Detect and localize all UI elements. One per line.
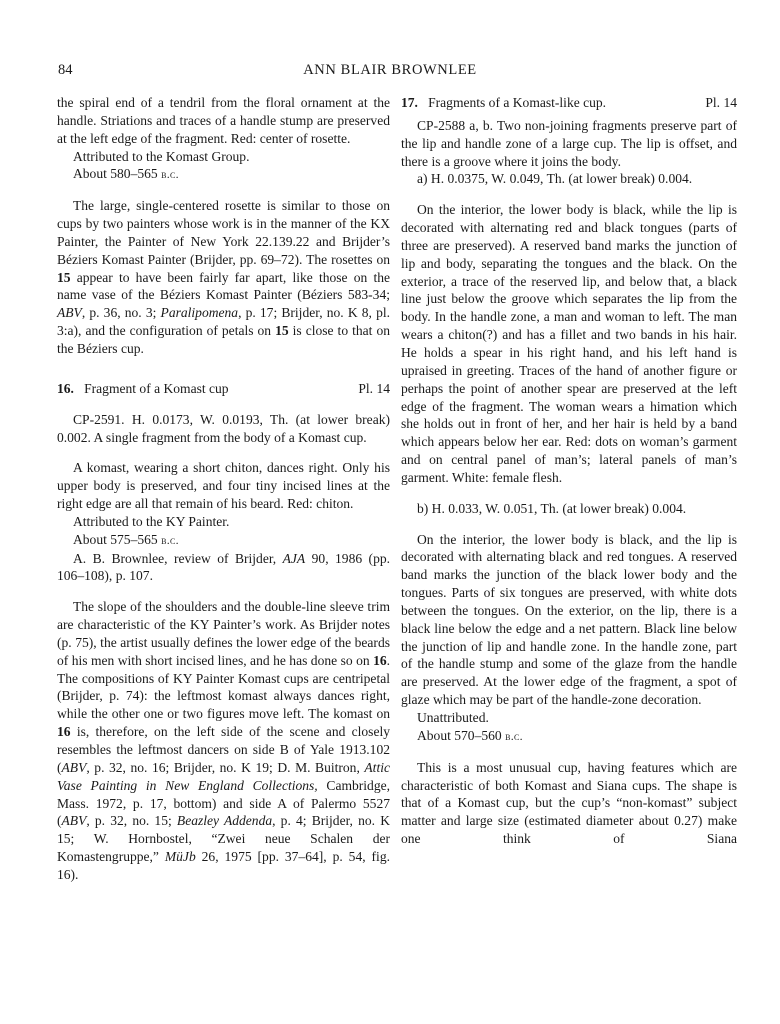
beazley-addenda-citation: Beazley Addenda xyxy=(176,813,273,829)
bc-label: b.c. xyxy=(505,728,523,743)
entry16-plate: Pl. 14 xyxy=(358,380,390,396)
entry16-number: 16. xyxy=(57,380,74,396)
aja-citation: AJA xyxy=(282,550,306,566)
text-run: , p. 32, no. 15; xyxy=(86,813,177,829)
entry16-bibliography xyxy=(57,550,390,586)
entry17-attribution: Unattributed. xyxy=(417,710,489,725)
text-run: The large, single-centered rosette is similar to those on cups by two painters whose work is in the manner of the KX Painter, the Painter of New York 22.139.22 and Brijder’s Béziers Komast Painter (Brijder, pp. 69–72). The rosettes on xyxy=(57,198,390,267)
entry17-title: Fragments of a Komast-like cup. xyxy=(428,95,607,110)
running-header xyxy=(0,60,780,80)
entry17-description: CP-2588 a, b. Two non-joining fragments preserve part of the lip and handle zone of a large cup. The lip is offset, and there is a groove where it joins the body. xyxy=(401,117,737,169)
entry15-attribution: Attributed to the Komast Group. xyxy=(73,148,250,164)
text-run: Cambridge, Mass. 1972, p. 17, bottom) and side A of Palermo 5527 ( xyxy=(57,777,390,829)
right-column xyxy=(401,94,737,848)
text-run: . The compositions of KY Painter Komast cups are centripetal (Brijder, p. 74): the leftmost komast always dances right, while the other one or two figures move left. The komast on xyxy=(57,652,390,722)
text-run: is, therefore, on the left side of the scene and closely resembles the leftmost dancers on side B of Yale 1913.102 ( xyxy=(57,724,390,775)
bc-label: b.c. xyxy=(161,167,179,182)
text-run: 26, 1975 [pp. 37–64], p. 54, fig. 16). xyxy=(57,849,390,882)
entry16-attribution: Attributed to the KY Painter. xyxy=(73,513,230,529)
fragment-b-description: On the interior, the lower body is black, and the lip is decorated with alternating black and red tongues. A reserved band marks the junction of the black lower body and the tongues. Parts of six tongues are preserved, with white dots between the tongues. On the exterior, on the lip, there is a black line below the edge and a net pattern. Black line below the junction of lip and handle zone. In the handle zone, part of the handle stump and some of the glaze from the handle are preserved. At the lower edge of the fragment, a spot of glaze which may be part of the handle-zone decoration. xyxy=(401,531,737,708)
text-run: A. B. Brownlee, review of Brijder, xyxy=(73,550,283,566)
entry15-discussion xyxy=(57,197,390,358)
text-run: , p. 32, no. 16; Brijder, no. K 19; D. M. Buitron, xyxy=(86,759,365,775)
entry17-plate: Pl. 14 xyxy=(705,95,737,110)
entry15-date-text: About 580–565 xyxy=(73,166,158,182)
running-title: ANN BLAIR BROWNLEE xyxy=(303,62,477,78)
mujb-citation: MüJb xyxy=(164,849,196,865)
entry16-date-text: About 575–565 xyxy=(73,531,158,547)
text-run: appear to have been fairly far apart, like those on the name vase of the Béziers Komast Painter (Béziers 583-34; xyxy=(57,269,390,303)
abv-citation: ABV xyxy=(61,813,87,829)
text-run: The slope of the shoulders and the double-line sleeve trim are characteristic of the KY Painter’s work. As Brijder notes (p. 75), the artist usually defines the lower edge of the beards of his men with short incised lines, and he has done so on xyxy=(57,599,390,668)
attic-vase-citation: Attic Vase Painting in New England Collections, xyxy=(57,759,390,793)
entry16-description: CP-2591. H. 0.0173, W. 0.0193, Th. (at lower break) 0.002. A single fragment from the body of a Komast cup. xyxy=(57,411,390,445)
bc-label: b.c. xyxy=(161,532,179,547)
catalogue-ref-15: 15 xyxy=(275,323,289,339)
entry15-continuation-paragraph: the spiral end of a tendril from the floral ornament at the handle. Striations and traces of a handle stump are preserved at the left edge of the fragment. Red: center of rosette. xyxy=(57,95,390,146)
entry17-date-text: About 570–560 xyxy=(417,727,502,743)
text-run: is close to that on the Béziers cup. xyxy=(57,323,390,356)
page-number: 84 xyxy=(58,62,73,78)
abv-citation: ABV xyxy=(61,759,87,775)
entry16-discussion xyxy=(57,598,390,884)
catalogue-ref-16: 16 xyxy=(57,724,71,740)
fragment-b-dimensions: b) H. 0.033, W. 0.051, Th. (at lower break) 0.004. xyxy=(417,500,687,516)
entry17-number: 17. xyxy=(401,95,418,110)
catalogue-ref-15: 15 xyxy=(57,269,71,285)
text-run: , p. 36, no. 3; xyxy=(81,305,161,321)
entry16-date xyxy=(57,531,390,550)
text-run: , p. 4; Brijder, no. K 15; W. Hornbostel, “Zwei neue Schalen der Komastengruppe,” xyxy=(57,813,390,865)
entry17-title-group xyxy=(401,94,606,112)
left-column xyxy=(57,94,390,884)
catalogue-ref-16: 16 xyxy=(373,652,387,668)
entry16-figure-description: A komast, wearing a short chiton, dances right. Only his upper body is preserved, and four tiny incised lines at the right edge are all that remain of his beard. Red: chiton. xyxy=(57,460,390,512)
entry15-date xyxy=(57,165,390,184)
entry16-title: Fragment of a Komast cup xyxy=(84,380,229,396)
entry17-discussion: This is a most unusual cup, having features which are characteristic of both Komast and Siana cups. The shape is that of a Komast cup, but the cup’s “non-komast” subject matter and large size (estimated diameter about 0.27) make one think of Siana xyxy=(401,759,737,847)
abv-citation: ABV xyxy=(57,305,82,321)
text-run: 90, 1986 (pp. 106–108), p. 107. xyxy=(57,550,391,584)
entry17-date xyxy=(401,727,737,746)
fragment-a-description: On the interior, the lower body is black, while the lip is decorated with alternating red and black tongues (parts of three are preserved). A reserved band marks the junction of lip and body, separating the tongues and the black. On the exterior, a trace of the reserved lip, and below that, a black line just below the groove which separates the lip from the body. In the handle zone, a man and woman to left. The man wears a chiton(?) and has a fillet and two bands in his hair. He holds a spear in his right hand, and his left hand is upraised in greeting. Traces of the hand of another figure or perhaps the point of another spear are preserved at the left edge of the fragment. The woman wears a himation which she holds out in front of her, and her hair is held by a band which appears below her ear. Red: dots on woman’s garment and on central panel of man’s; lateral panels of man’s garment. White: female flesh. xyxy=(401,202,737,485)
text-run: , p. 17; Brijder, no. K 8, pl. 3:a), and the configuration of petals on xyxy=(57,305,390,339)
fragment-a-dimensions: a) H. 0.0375, W. 0.049, Th. (at lower break) 0.004. xyxy=(417,171,693,187)
paralipomena-citation: Paralipomena xyxy=(160,305,239,321)
entry17-heading xyxy=(401,94,737,112)
entry16-heading xyxy=(57,380,390,398)
entry16-title-group xyxy=(57,380,229,398)
